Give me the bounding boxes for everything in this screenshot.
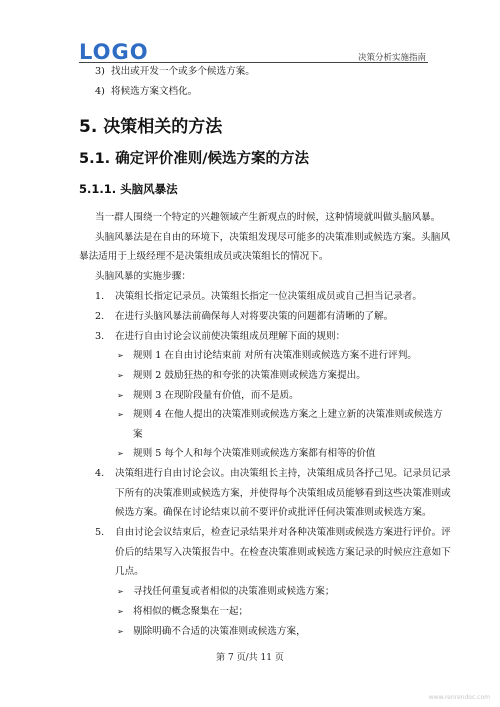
- step-number: 1.: [95, 291, 105, 302]
- paragraph-line: 暴法适用于上级经理不是决策组成员或决策组长的情况下。: [79, 251, 329, 262]
- list-item-text: 找出或开发一个或多个候选方案。: [111, 66, 255, 77]
- paragraph-line: 头脑风暴的实施步骤：: [95, 271, 191, 282]
- rule-text: 规则 2 鼓励狂热的和夸张的决策准则或候选方案提出。: [133, 370, 366, 381]
- arrow-bullet-icon: ➢: [117, 391, 124, 400]
- step-number: 5.: [95, 527, 105, 538]
- header-doc-title: 决策分析实施指南: [357, 53, 426, 63]
- step-number: 4.: [95, 468, 105, 479]
- step-number: 2.: [95, 311, 105, 322]
- rule-text: 规则 1 在自由讨论结束前 对所有决策准则或候选方案不进行评判。: [133, 350, 417, 361]
- step-text: 决策组进行自由讨论会议。由决策组长主持，决策组成员各抒己见。记录员记录: [115, 468, 451, 479]
- list-item-number: 3): [95, 66, 105, 77]
- arrow-bullet-icon: ➢: [117, 351, 124, 360]
- paragraph-line: 头脑风暴法是在自由的环境下，决策组发现尽可能多的决策准则或候选方案。头脑风: [95, 232, 450, 243]
- arrow-bullet-icon: ➢: [117, 410, 124, 419]
- header-divider: [79, 62, 428, 63]
- rule-text: 规则 4 在他人提出的决策准则或候选方案之上建立新的决策准则或候选方: [133, 409, 443, 420]
- arrow-bullet-icon: ➢: [117, 607, 124, 616]
- watermark: www.renrendoc.com: [428, 694, 490, 701]
- arrow-bullet-icon: ➢: [117, 587, 124, 596]
- step-text: 在进行自由讨论会议前使决策组成员理解下面的规则：: [115, 331, 346, 342]
- step-text: 决策组长指定记录员。决策组长指定一位决策组成员或自己担当记录者。: [115, 291, 422, 302]
- step-text: 几点。: [115, 566, 144, 577]
- section-heading-2: 5.1. 确定评价准则/候选方案的方法: [79, 151, 310, 167]
- section-heading-3: 5.1.1. 头脑风暴法: [79, 182, 178, 196]
- step-text: 候选方案。确保在讨论结束以前不要评价或批评任何决策准则或候选方案。: [115, 507, 432, 518]
- step-number: 3.: [95, 331, 105, 342]
- rule-text: 规则 3 在现阶段量有价值，而不是质。: [133, 390, 299, 401]
- check-text: 剔除明确不合适的决策准则或候选方案，: [133, 626, 306, 637]
- step-text: 自由讨论会议结束后，检查记录结果并对各种决策准则或候选方案进行评价。评: [115, 527, 451, 538]
- check-text: 将相似的概念聚集在一起；: [133, 606, 249, 617]
- rule-text: 规则 5 每个人和每个决策准则或候选方案都有相等的价值: [133, 448, 376, 459]
- arrow-bullet-icon: ➢: [117, 627, 124, 636]
- step-text: 在进行头脑风暴法前确保每人对将要决策的问题都有清晰的了解。: [115, 311, 394, 322]
- rule-text: 案: [133, 429, 143, 440]
- check-text: 寻找任何重复或者相似的决策准则或候选方案；: [133, 586, 335, 597]
- section-heading-1: 5. 决策相关的方法: [79, 117, 223, 137]
- logo: LOGO: [79, 40, 149, 64]
- paragraph-line: 当一群人围绕一个特定的兴趣领域产生新观点的时候，这种情境就叫做头脑风暴。: [95, 212, 441, 223]
- arrow-bullet-icon: ➢: [117, 449, 124, 458]
- page-number-footer: 第 7 页/共 11 页: [216, 653, 284, 663]
- arrow-bullet-icon: ➢: [117, 371, 124, 380]
- list-item-text: 将候选方案文档化。: [111, 86, 198, 97]
- step-text: 价后的结果写入决策报告中。在检查决策准则或候选方案记录的时候应注意如下: [115, 547, 451, 558]
- list-item-number: 4): [95, 86, 105, 97]
- step-text: 下所有的决策准则或候选方案，并使得每个决策组成员能够看到这些决策准则或: [115, 488, 451, 499]
